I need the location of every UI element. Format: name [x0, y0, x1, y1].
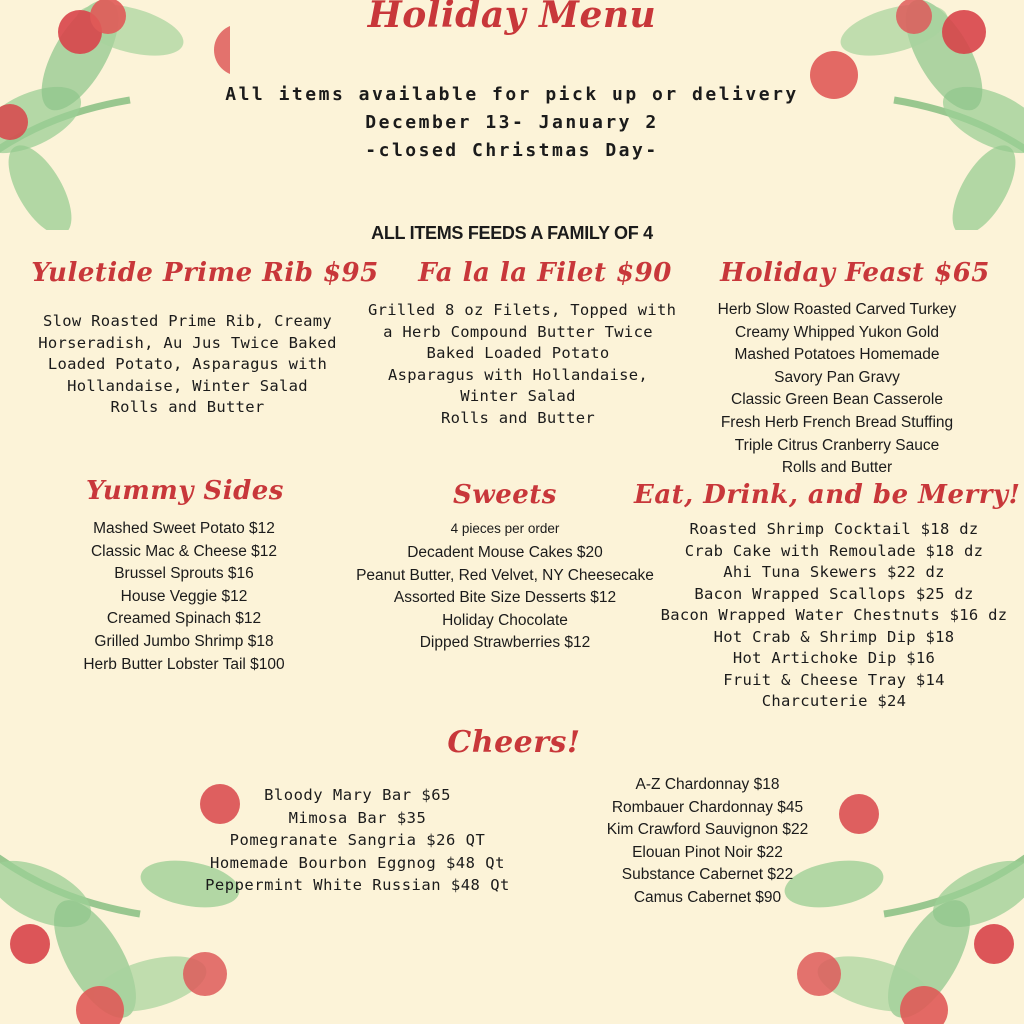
list-item: Crab Cake with Remoulade $18 dz	[684, 541, 984, 560]
list-item: Herb Butter Lobster Tail $100	[83, 655, 285, 673]
list-item: Assorted Bite Size Desserts $12	[393, 589, 617, 607]
list-item: a Herb Compound Butter Twice	[383, 322, 653, 341]
list-item: Pomegranate Sangria $26 QT	[229, 831, 486, 850]
package-title-prime-rib: Yuletide Prime Rib $95	[31, 258, 379, 288]
list-item: Baked Loaded Potato	[426, 344, 610, 362]
list-item: Mashed Sweet Potato $12	[93, 520, 275, 537]
availability-line: All items available for pick up or delivery	[225, 84, 799, 105]
appetizers-title: Eat, Drink, and be Merry!	[634, 480, 1021, 510]
list-item: Savory Pan Gravy	[774, 368, 900, 386]
appetizers-list	[655, 519, 1013, 713]
list-item: Bloody Mary Bar $65	[264, 786, 451, 804]
package-items-filet	[368, 300, 677, 429]
list-item: Hollandaise, Winter Salad	[67, 376, 308, 395]
list-item: Rombauer Chardonnay $45	[611, 798, 804, 816]
list-item: Creamed Spinach $12	[106, 610, 262, 628]
list-item: Asparagus with Hollandaise,	[387, 365, 649, 384]
list-item: Dipped Strawberries $12	[419, 634, 591, 652]
list-item: Charcuterie $24	[761, 692, 907, 710]
list-item: Triple Citrus Cranberry Sauce	[734, 436, 940, 454]
list-item: Hot Artichoke Dip $16	[732, 649, 936, 667]
list-item: Brussel Sprouts $16	[114, 565, 254, 583]
closed-note-line: -closed Christmas Day-	[365, 140, 659, 161]
sweets-title: Sweets	[453, 480, 557, 510]
package-title-filet: Fa la la Filet $90	[418, 258, 672, 288]
list-item: Mashed Potatoes Homemade	[734, 346, 940, 364]
list-item: Camus Cabernet $90	[633, 888, 782, 906]
package-items-holiday-feast	[690, 299, 984, 480]
list-item: Creamy Whipped Yukon Gold	[735, 323, 939, 341]
list-item: Homemade Bourbon Eggnog $48 Qt	[210, 853, 505, 872]
list-item: Peppermint White Russian $48 Qt	[205, 876, 510, 895]
list-item: Kim Crawford Sauvignon $22	[606, 821, 809, 839]
list-item: Slow Roasted Prime Rib, Creamy	[43, 312, 332, 330]
cocktails-list	[180, 784, 535, 897]
list-item: Classic Green Bean Casserole	[731, 391, 943, 409]
date-range-line: December 13- January 2	[365, 112, 659, 133]
package-items-prime-rib	[20, 311, 355, 419]
list-item: Horseradish, Au Jus Twice Baked	[38, 333, 337, 352]
list-item: Fruit & Cheese Tray $14	[723, 670, 945, 689]
drinks-title: Cheers!	[447, 725, 581, 760]
list-item: House Veggie $12	[120, 587, 248, 605]
package-title-holiday-feast: Holiday Feast $65	[720, 258, 990, 288]
list-item: Holiday Chocolate	[442, 611, 568, 629]
list-item: Roasted Shrimp Cocktail $18 dz	[689, 520, 979, 538]
list-item: Mimosa Bar $35	[288, 808, 427, 827]
list-item: Bacon Wrapped Water Chestnuts $16 dz	[660, 606, 1008, 624]
list-item: Ahi Tuna Skewers $22 dz	[723, 563, 945, 581]
sides-list	[50, 518, 318, 676]
list-item: Elouan Pinot Noir $22	[632, 843, 783, 861]
wines-list	[575, 774, 840, 910]
menu-title: Holiday Menu	[367, 0, 657, 36]
sweets-note: 4 pieces per order	[450, 521, 560, 536]
list-item: Substance Cabernet $22	[621, 866, 794, 884]
list-item: Winter Salad	[460, 387, 576, 405]
list-item: Rolls and Butter	[440, 408, 596, 427]
list-item: Loaded Potato, Asparagus with	[47, 355, 328, 373]
list-item: Fresh Herb French Bread Stuffing	[720, 413, 954, 431]
list-item: Rolls and Butter	[110, 398, 265, 416]
list-item: Grilled Jumbo Shrimp $18	[94, 632, 274, 650]
list-item: Decadent Mouse Cakes $20	[407, 544, 603, 561]
list-item: Bacon Wrapped Scallops $25 dz	[694, 584, 974, 603]
list-item: Hot Crab & Shrimp Dip $18	[713, 627, 955, 646]
list-item: A-Z Chardonnay $18	[635, 776, 780, 793]
list-item: Peanut Butter, Red Velvet, NY Cheesecake	[356, 566, 654, 584]
list-item: Grilled 8 oz Filets, Topped with	[368, 301, 677, 319]
list-item: Rolls and Butter	[781, 459, 893, 477]
list-item: Herb Slow Roasted Carved Turkey	[717, 301, 957, 318]
sweets-list	[335, 542, 675, 655]
family-note: ALL ITEMS FEEDS A FAMILY OF 4	[371, 223, 653, 243]
sides-title: Yummy Sides	[86, 476, 284, 506]
list-item: Classic Mac & Cheese $12	[90, 542, 278, 560]
